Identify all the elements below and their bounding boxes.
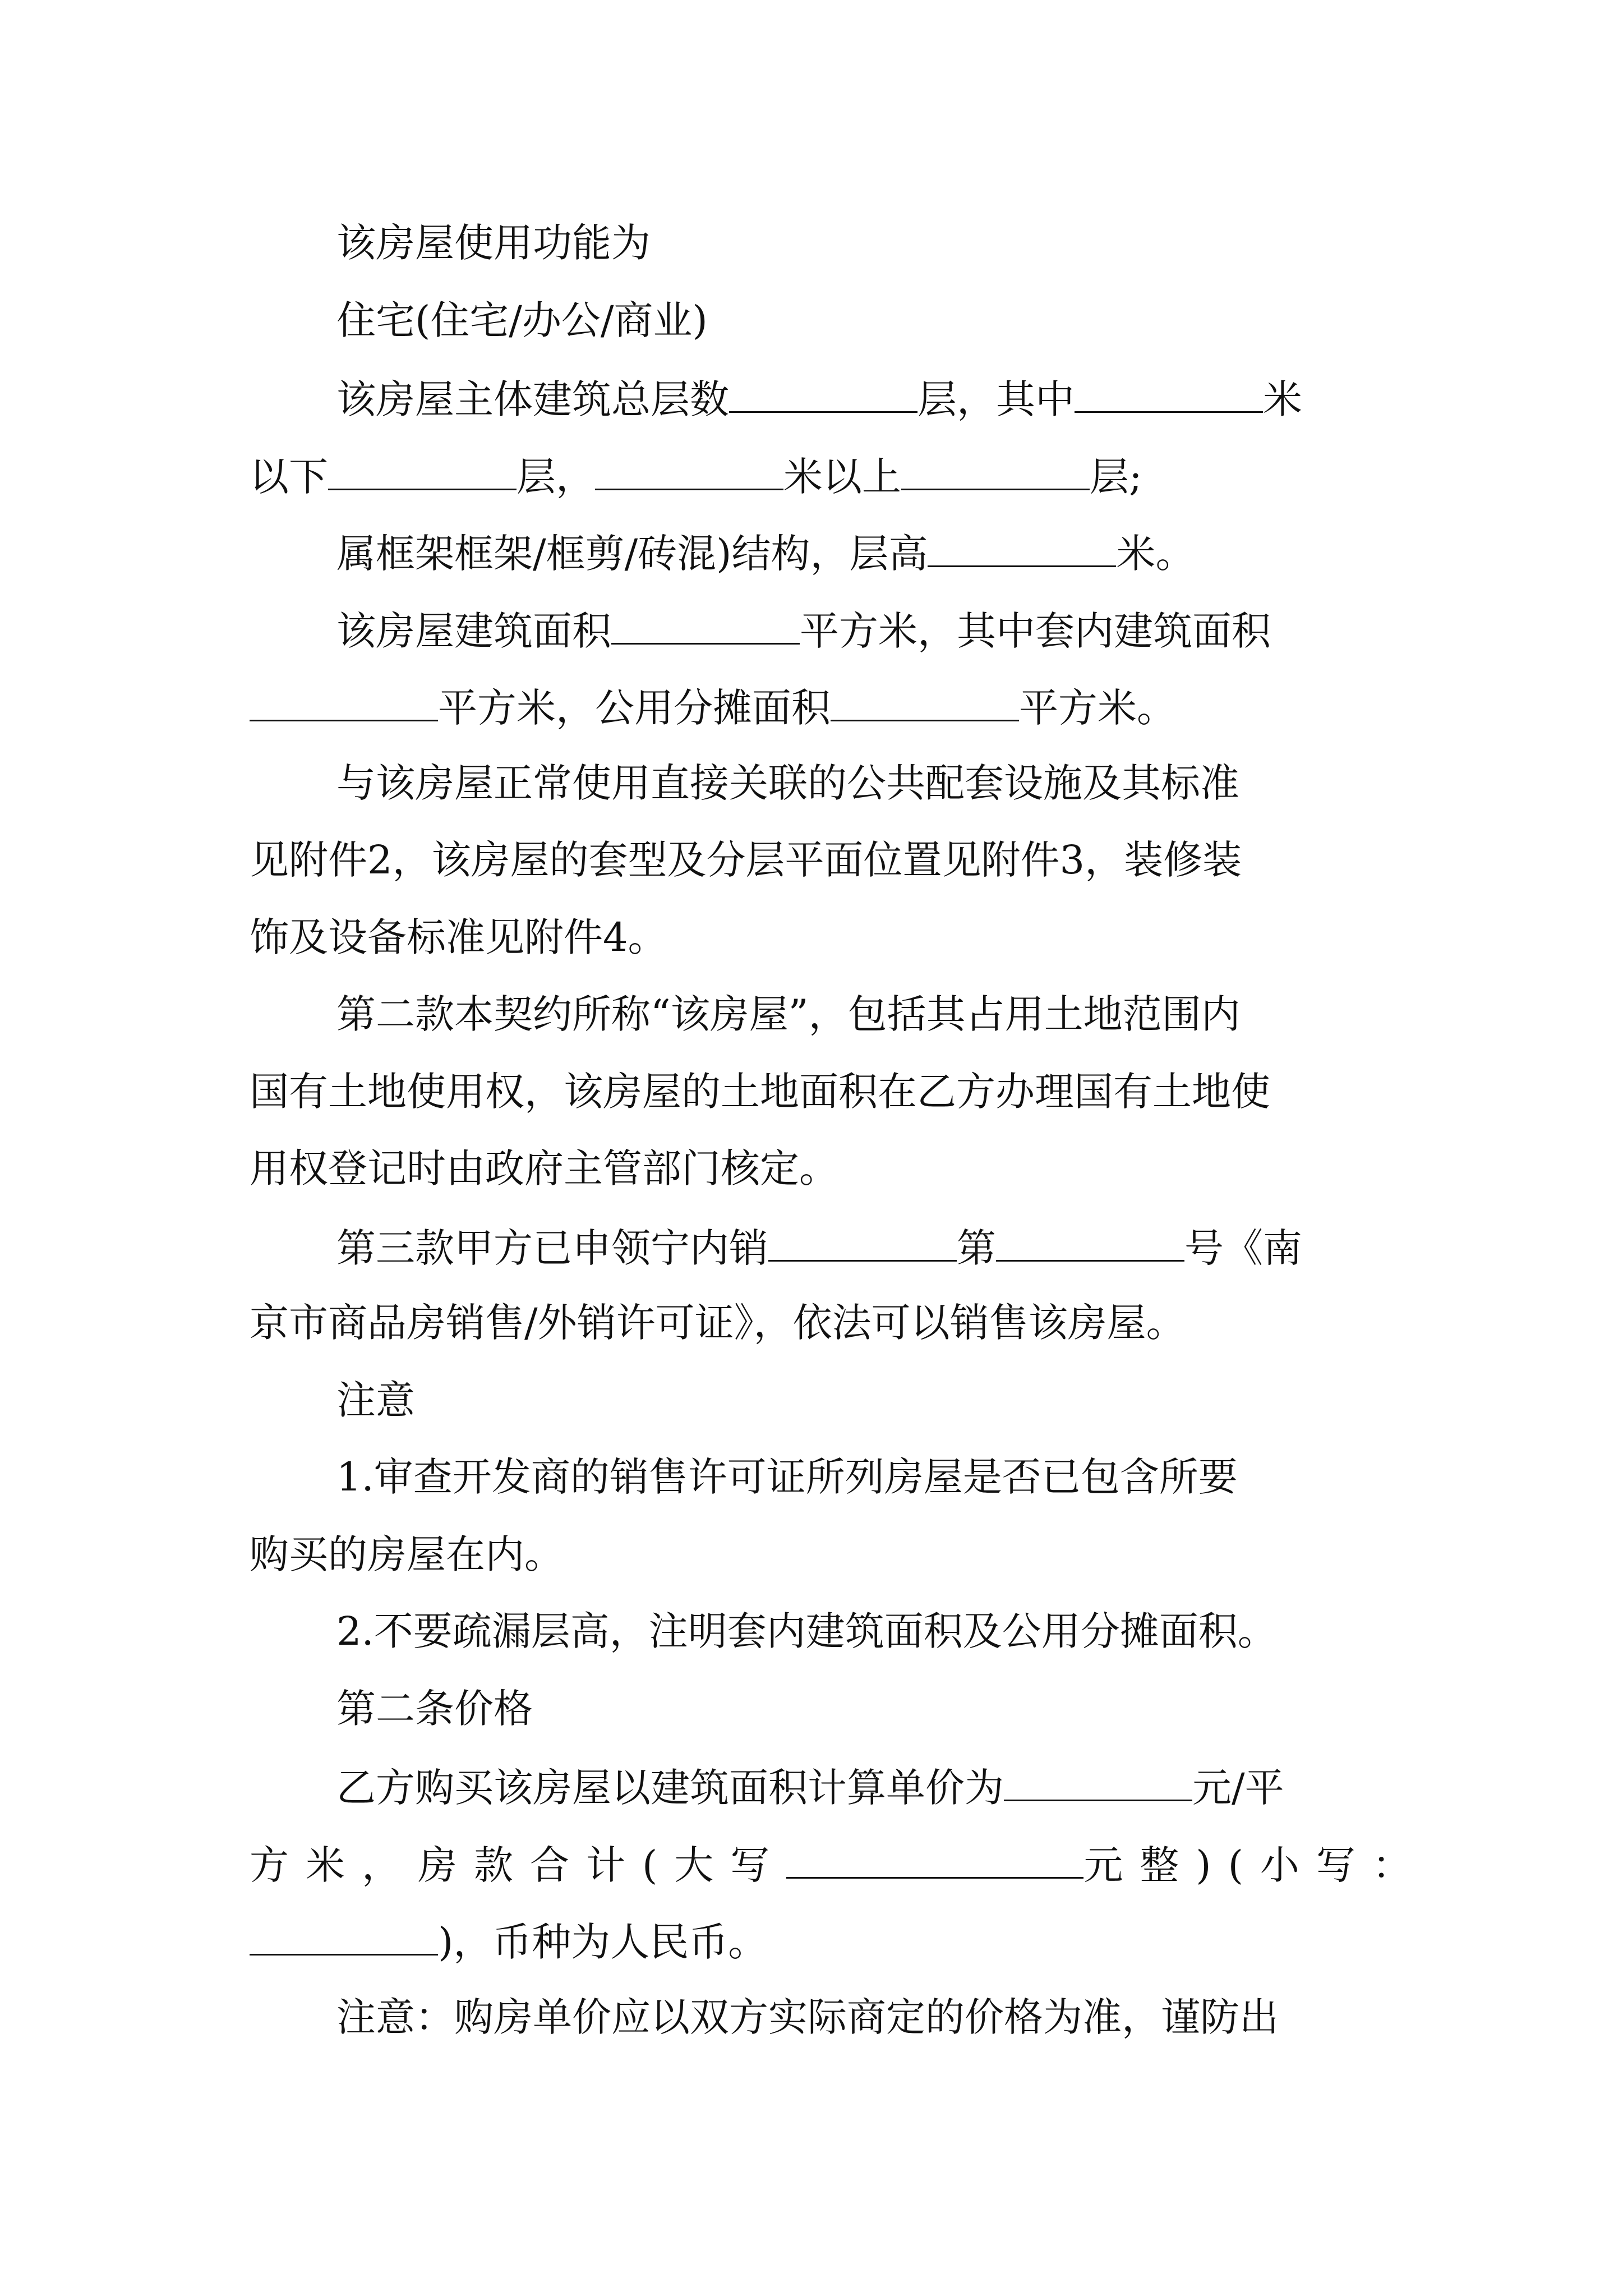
fill-in-blank[interactable] — [1075, 378, 1263, 413]
text-segment: 该房屋主体建筑总层数 — [336, 376, 729, 422]
text-segment: 注意 — [336, 1377, 415, 1423]
text-segment: 第二条价格 — [336, 1686, 533, 1732]
fill-in-blank[interactable] — [786, 1843, 1083, 1879]
fill-in-blank[interactable] — [996, 1226, 1184, 1262]
text-line — [336, 220, 1623, 266]
text-line — [336, 760, 1623, 806]
text-line — [250, 1069, 1623, 1115]
text-line — [250, 837, 1623, 883]
text-segment: 住宅(住宅/办公/商业) — [336, 297, 708, 343]
text-segment: 第三款甲方已申领宁内销 — [336, 1225, 768, 1271]
text-line — [250, 1842, 1623, 1888]
text-line — [336, 1225, 1623, 1271]
fill-in-blank[interactable] — [901, 455, 1090, 490]
text-segment: 购买的房屋在内。 — [250, 1531, 564, 1577]
text-segment: )，币种为人民币。 — [438, 1919, 768, 1965]
text-line — [250, 1531, 1623, 1577]
text-segment: 第 — [957, 1225, 996, 1271]
text-segment: 层， — [517, 454, 595, 500]
text-line — [250, 1145, 1623, 1191]
fill-in-blank[interactable] — [250, 686, 438, 721]
text-segment: 国有土地使用权，该房屋的土地面积在乙方办理国有土地使 — [250, 1069, 1270, 1115]
text-line — [336, 297, 1623, 343]
text-segment: 属框架框架/框剪/砖混)结构，层高 — [336, 531, 928, 577]
text-line — [250, 1919, 1623, 1965]
fill-in-blank[interactable] — [1004, 1766, 1192, 1801]
text-segment: 乙方购买该房屋以建筑面积计算单价为 — [336, 1765, 1004, 1811]
text-segment: 米以上 — [783, 454, 901, 500]
text-line — [336, 991, 1623, 1037]
text-line — [250, 1300, 1623, 1346]
text-line — [250, 685, 1623, 731]
text-segment: 平方米，公用分摊面积 — [438, 685, 831, 731]
fill-in-blank[interactable] — [768, 1226, 957, 1262]
text-segment: 与该房屋正常使用直接关联的公共配套设施及其标准 — [336, 760, 1239, 806]
fill-in-blank[interactable] — [928, 532, 1116, 567]
text-segment: 京市商品房销售/外销许可证》，依法可以销售该房屋。 — [250, 1300, 1186, 1346]
text-line — [336, 1765, 1623, 1811]
text-line — [336, 531, 1623, 577]
text-line — [336, 608, 1623, 654]
fill-in-blank[interactable] — [729, 378, 917, 413]
text-line — [336, 1377, 1623, 1423]
fill-in-blank[interactable] — [328, 455, 517, 490]
text-segment: 饰及设备标准见附件4。 — [250, 914, 667, 960]
fill-in-blank[interactable] — [831, 686, 1019, 721]
text-segment: 层; — [1090, 454, 1142, 500]
text-segment: 层，其中 — [917, 376, 1075, 422]
text-segment: 该房屋建筑面积 — [336, 608, 611, 654]
text-segment: 元整)(小写： — [1083, 1842, 1428, 1888]
text-segment: 米。 — [1116, 531, 1195, 577]
text-segment: 方米，房款合计(大写 — [250, 1842, 787, 1888]
text-segment: 见附件2，该房屋的套型及分层平面位置见附件3，装修装 — [250, 837, 1242, 883]
text-line — [250, 454, 1623, 500]
text-line — [336, 1454, 1623, 1500]
text-segment: 2.不要疏漏层高，注明套内建筑面积及公用分摊面积。 — [336, 1608, 1277, 1654]
text-segment: 平方米，其中套内建筑面积 — [800, 608, 1271, 654]
text-segment: 米 — [1263, 376, 1302, 422]
text-segment: 1.审查开发商的销售许可证所列房屋是否已包含所要 — [336, 1454, 1238, 1500]
text-segment: 号《南 — [1184, 1225, 1302, 1271]
text-line — [336, 376, 1623, 422]
fill-in-blank[interactable] — [611, 609, 800, 645]
text-segment: 第二款本契约所称“该房屋”，包括其占用土地范围内 — [336, 991, 1241, 1037]
fill-in-blank[interactable] — [250, 1920, 438, 1955]
text-segment: 元/平 — [1192, 1765, 1284, 1811]
text-line — [336, 1686, 1623, 1732]
text-line — [336, 1608, 1623, 1654]
text-segment: 用权登记时由政府主管部门核定。 — [250, 1145, 838, 1191]
text-segment: 该房屋使用功能为 — [336, 220, 651, 266]
text-segment: 以下 — [250, 454, 328, 500]
text-segment: 平方米。 — [1019, 685, 1176, 731]
fill-in-blank[interactable] — [595, 455, 783, 490]
text-segment: 注意：购房单价应以双方实际商定的价格为准，谨防出 — [336, 1994, 1279, 2040]
text-line — [250, 914, 1623, 960]
text-line — [336, 1994, 1623, 2040]
